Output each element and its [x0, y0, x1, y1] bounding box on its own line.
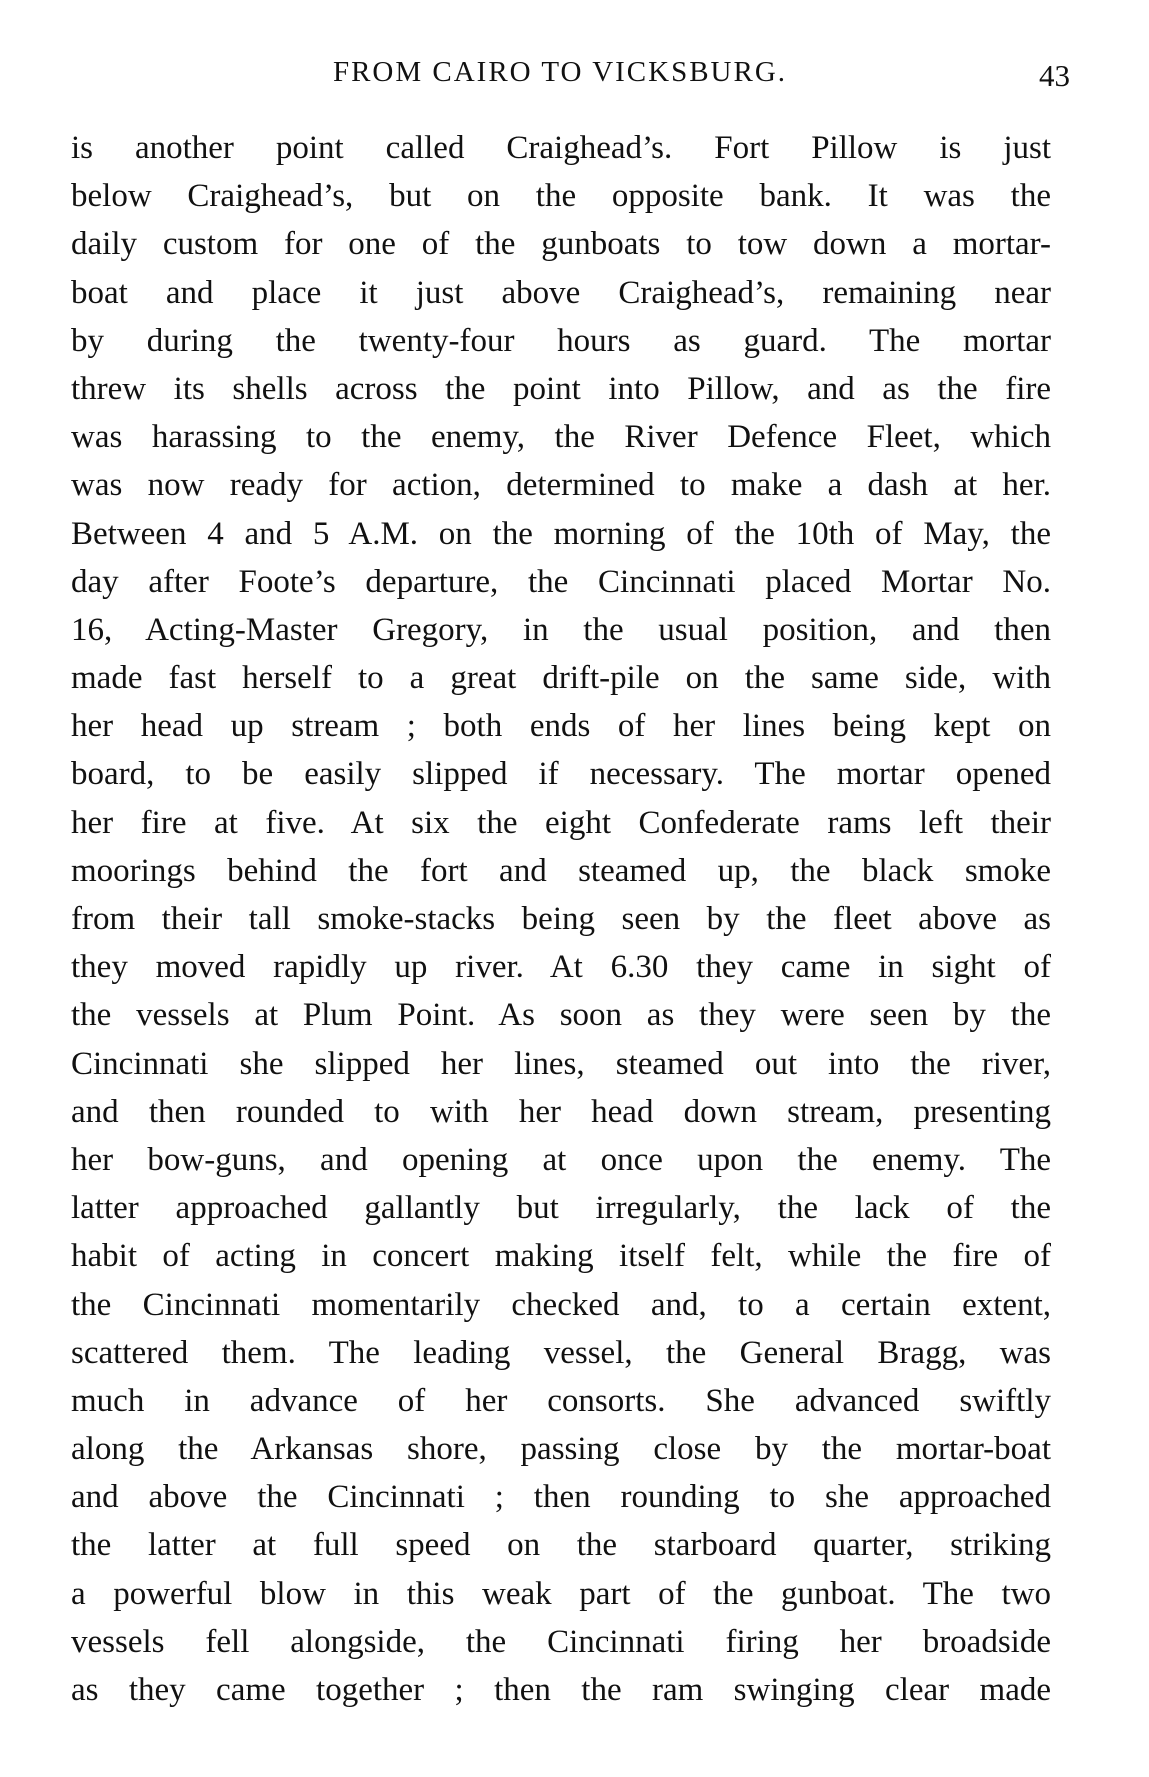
text-line: as they came together ; then the ram swinging clear made — [71, 1672, 1051, 1708]
text-line: they moved rapidly up river. At 6.30 they came in sight of — [71, 949, 1051, 986]
text-line: moorings behind the fort and steamed up, the black smoke — [71, 852, 1051, 889]
text-line: 16, Acting-Master Gregory, in the usual position, and then — [71, 611, 1051, 648]
text-line: along the Arkansas shore, passing close by the mortar-boat — [71, 1431, 1051, 1468]
text-line: and then rounded to with her head down stream, presenting — [71, 1093, 1051, 1130]
text-line: threw its shells across the point into Pillow, and as the fire — [71, 370, 1051, 407]
text-line: latter approached gallantly but irregularly, the lack of the — [71, 1190, 1051, 1227]
text-line: and above the Cincinnati ; then rounding to she approached — [71, 1479, 1051, 1516]
text-line: from their tall smoke-stacks being seen by the fleet above as — [71, 901, 1051, 937]
text-line: her fire at five. At six the eight Confederate rams left their — [71, 804, 1051, 841]
text-line: scattered them. The leading vessel, the General Bragg, was — [71, 1334, 1051, 1371]
text-line: the Cincinnati momentarily checked and, to a certain extent, — [71, 1286, 1051, 1323]
text-line: habit of acting in concert making itself felt, while the fire of — [71, 1238, 1051, 1275]
text-line: the vessels at Plum Point. As soon as they were seen by the — [71, 997, 1051, 1034]
text-line: the latter at full speed on the starboard quarter, striking — [71, 1527, 1051, 1564]
body-text — [71, 124, 1051, 1714]
text-line: was now ready for action, determined to make a dash at her. — [71, 467, 1051, 504]
page-number: 43 — [1039, 58, 1070, 93]
text-line: her bow-guns, and opening at once upon the enemy. The — [71, 1141, 1051, 1178]
page-header — [60, 52, 1070, 93]
text-line: Cincinnati she slipped her lines, steamed out into the river, — [71, 1045, 1051, 1082]
text-line: daily custom for one of the gunboats to tow down a mortar- — [71, 226, 1051, 263]
running-title: FROM CAIRO TO VICKSBURG. — [332, 56, 788, 88]
text-line: board, to be easily slipped if necessary. The mortar opened — [71, 756, 1051, 793]
text-line: below Craighead’s, but on the opposite bank. It was the — [71, 178, 1051, 215]
text-line: day after Foote’s departure, the Cincinnati placed Mortar No. — [71, 563, 1051, 600]
text-line: was harassing to the enemy, the River Defence Fleet, which — [71, 419, 1051, 456]
text-line: made fast herself to a great drift-pile on the same side, with — [71, 660, 1051, 697]
text-line: vessels fell alongside, the Cincinnati firing her broadside — [71, 1623, 1051, 1660]
text-line: her head up stream ; both ends of her lines being kept on — [71, 708, 1051, 745]
text-line: by during the twenty-four hours as guard. The mortar — [71, 322, 1051, 359]
text-line: much in advance of her consorts. She advanced swiftly — [71, 1382, 1051, 1419]
text-line: is another point called Craighead’s. Fort Pillow is just — [71, 130, 1051, 166]
text-line: a powerful blow in this weak part of the gunboat. The two — [71, 1575, 1051, 1612]
text-line: boat and place it just above Craighead’s, remaining near — [71, 274, 1051, 311]
text-line: Between 4 and 5 A.M. on the morning of the 10th of May, the — [71, 515, 1051, 552]
